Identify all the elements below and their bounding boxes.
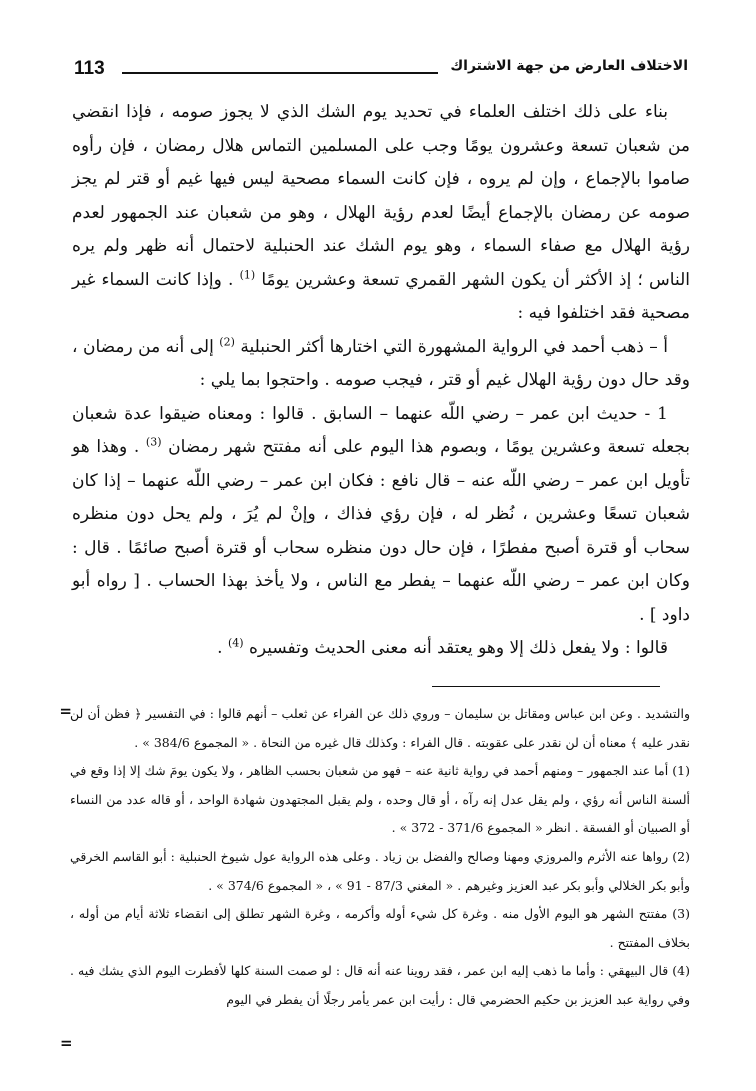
footnote-ref-1: (1) [239, 267, 256, 281]
paragraph-3-tail: . وهذا هو تأويل ابن عمر – رضي اللّه عنه – قال نافع : فكان ابن عمر – رضي اللّه عنهما – إذا كان شعبان تسعًا وعشرين ، نُظر له ، فإن رؤي فذاك ، وإنْ لم يُرَ ، ولم يحل دون منظره سحاب أو قترة أصبح مفطرًا ، فإن حال دون منظره سحاب أو قترة أصبح صائمًا . قال : وكان ابن عمر – رضي اللّه عنهما – يفطر مع الناس ، ولا يأخذ بهذا الحساب . [ رواه أبو داود ] . [72, 437, 690, 625]
continuation-mark-top: = [59, 702, 72, 720]
footnote-3: (3) مفتتح الشهر هو اليوم الأول منه . وغرة كل شيء أوله وأكرمه ، وغرة الشهر تطلق إلى انقضاء ثلاثة أيام من أوله ، بخلاف المفتتح . [70, 906, 690, 950]
footnote-ref-4: (4) [227, 636, 244, 650]
paragraph-4-text: قالوا : ولا يفعل ذلك إلا وهو يعتقد أنه معنى الحديث وتفسيره [248, 638, 668, 658]
paragraph-3 [72, 398, 690, 633]
page-number: 113 [74, 58, 105, 79]
footnote-separator [432, 686, 660, 687]
continuation-mark-bottom: = [60, 1034, 73, 1052]
header-rule [122, 72, 438, 74]
paragraph-4-tail: . [217, 638, 223, 658]
paragraph-2-text: أ – ذهب أحمد في الرواية المشهورة التي اختارها أكثر الحنبلية [240, 336, 668, 357]
page-header [74, 58, 688, 88]
footnote-1: (1) أما عند الجمهور – ومنهم أحمد في رواية ثانية عنه – فهو من شعبان بحسب الظاهر ، ولا يكون يومَ شك إلا إذا وقع في ألسنة الناس أنه رؤي ، ولم يقل عدل إنه رآه ، أو قال وحده ، ولم يقبل المجتهدون شهادة الواحد ، أو قاله عدد من النساء أو الصبيان أو الفسقة . انظر « المجموع 371/6 - 372 » . [70, 763, 690, 836]
footnote-continued: والتشديد . وعن ابن عباس ومقاتل بن سليمان – وروي ذلك عن الفراء عن ثعلب – أنهم قالوا : في التفسير ﴿ فظن أن لن نقدر عليه ﴾ معناه أن لن نقدر على عقوبته . قال الفراء : وكذلك قال غيره من النحاة . « المجموع 384/6 » . [70, 706, 690, 750]
paragraph-2-tail: إلى أنه من رمضان ، وقد حال دون رؤية الهلال غيم أو قتر ، فيجب صومه . واحتجوا بما يلي : [72, 336, 690, 390]
footnote-2: (2) رواها عنه الأثرم والمروزي ومهنا وصالح والفضل بن زياد . وعلى هذه الرواية عول شيوخ الحنبلية : أبو القاسم الخرقي وأبو بكر الخلالي وأبو بكر عبد العزيز وغيرهم . « المغني 87/3 - 91 » ، « المجموع 374/6 » . [70, 848, 690, 893]
footnote-ref-2: (2) [219, 334, 235, 348]
footnotes [70, 700, 690, 1015]
footnote-ref-3: (3) [145, 435, 162, 449]
paragraph-4 [72, 632, 690, 666]
main-text [72, 96, 690, 666]
paragraph-2 [72, 331, 690, 398]
paragraph-1-text: بناء على ذلك اختلف العلماء في تحديد يوم الشك الذي لا يجوز صومه ، فإذا انقضي من شعبان تسعة وعشرون يومًا وجب على المسلمين التماس هلال رمضان ، فإن رأوه صاموا بالإجماع ، وإن لم يروه ، فإن كانت السماء مصحية ليس فيها غيم أو قتر لم يجز صومه عن رمضان بالإجماع أيضًا لعدم رؤية الهلال ، وهو من شعبان عند الجمهور لعدم رؤية الهلال مع صفاء السماء ، وهو يوم الشك عند الحنبلية لاحتمال أنه ظهر ولم يره الناس ؛ إذ الأكثر أن يكون الشهر القمري تسعة وعشرين يومًا [72, 102, 690, 290]
footnote-4: (4) قال البيهقي : وأما ما ذهب إليه ابن عمر ، فقد روينا عنه أنه قال : لو صمت السنة كلها لأفطرت اليوم الذي يشك فيه . وفي رواية عبد العزيز بن حكيم الحضرمي قال : رأيت ابن عمر يأمر رجلًا أن يفطر في اليوم [70, 963, 690, 1007]
paragraph-1-tail: . وإذا كانت السماء غير مصحية فقد اختلفوا فيه : [72, 269, 690, 323]
running-title: الاختلاف العارض من جهة الاشتراك [450, 58, 688, 74]
paragraph-3-text: 1 - حديث ابن عمر – رضي اللّه عنهما – السابق . قالوا : ومعناه ضيقوا عدة شعبان بجعله تسعة وعشرين يومًا ، وبصوم هذا اليوم على أنه مفتتح شهر رمضان [72, 403, 691, 457]
paragraph-1 [72, 96, 690, 331]
